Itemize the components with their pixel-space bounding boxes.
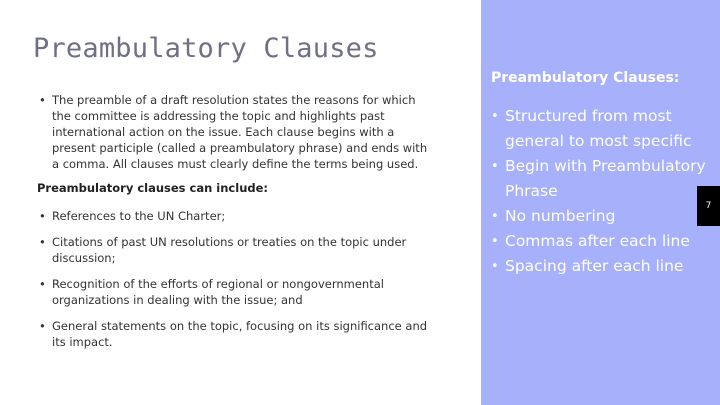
side-panel — [481, 0, 720, 405]
slide-title: Preambulatory Clauses — [33, 33, 379, 64]
content-column — [37, 92, 432, 360]
panel-title: Preambulatory Clauses: — [491, 70, 680, 86]
panel-list-item: • Begin with Preambulatory Phrase — [489, 154, 717, 204]
list-item: • General statements on the topic, focusing on its significance and its impact. — [37, 318, 432, 350]
panel-list — [489, 104, 717, 279]
list-item: • Recognition of the efforts of regional or nongovernmental organizations in dealing with the issue; and — [37, 276, 432, 308]
list-item: • Citations of past UN resolutions or treaties on the topic under discussion; — [37, 234, 432, 266]
panel-list-item: • Commas after each line — [489, 229, 717, 254]
panel-list-item: • Structured from most general to most specific — [489, 104, 717, 154]
panel-list-item: • No numbering — [489, 204, 717, 229]
panel-list-item: • Spacing after each line — [489, 254, 717, 279]
intro-paragraph: • The preamble of a draft resolution states the reasons for which the committee is addressing the topic and highlights past international action on the issue. Each clause begins with a present participle (called a preambulatory phrase) and ends with a comma. All clauses must clearly define the terms being used. — [37, 92, 432, 172]
subheading: Preambulatory clauses can include: — [37, 181, 269, 195]
page-number: 7 — [697, 186, 720, 226]
list-item: • References to the UN Charter; — [37, 208, 432, 224]
